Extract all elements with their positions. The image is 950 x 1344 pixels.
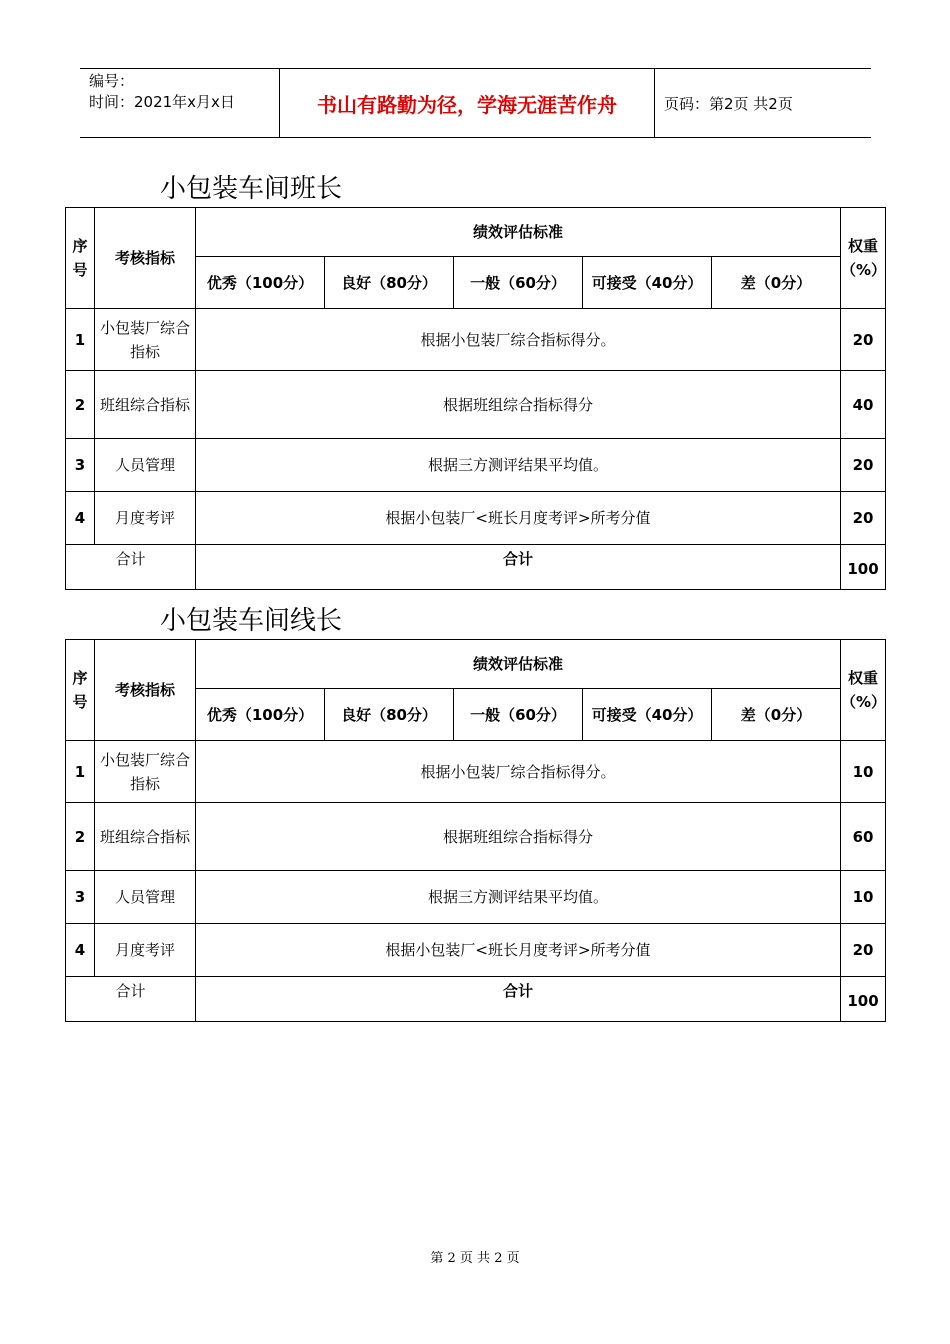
row-seq: 4 — [66, 492, 95, 545]
header-indicator: 考核指标 — [95, 640, 196, 741]
row-weight: 20 — [841, 492, 886, 545]
level-excellent: 优秀（100分） — [196, 689, 325, 741]
row-standard: 根据班组综合指标得分 — [196, 803, 841, 871]
total-label: 合计 — [66, 977, 196, 1022]
total-label: 合计 — [66, 545, 196, 590]
level-excellent: 优秀（100分） — [196, 257, 325, 309]
row-indicator: 人员管理 — [95, 871, 196, 924]
total-row — [66, 977, 886, 1022]
row-seq: 3 — [66, 871, 95, 924]
level-good: 良好（80分） — [325, 689, 454, 741]
kpi-table-2 — [65, 639, 886, 1022]
page-footer: 第 2 页 共 2 页 — [430, 1251, 520, 1266]
total-center: 合计 — [196, 977, 841, 1022]
number-label: 编号： — [89, 72, 135, 90]
header-indicator: 考核指标 — [95, 208, 196, 309]
row-standard: 根据小包装厂综合指标得分。 — [196, 741, 841, 803]
row-standard: 根据三方测评结果平均值。 — [196, 871, 841, 924]
header-standard: 绩效评估标准 — [196, 208, 841, 257]
row-standard: 根据三方测评结果平均值。 — [196, 439, 841, 492]
table-row — [66, 741, 886, 803]
total-weight: 100 — [841, 545, 886, 590]
table-title-1: 小包装车间班长 — [160, 174, 343, 204]
row-weight: 40 — [841, 371, 886, 439]
row-seq: 1 — [66, 309, 95, 371]
header-motto: 书山有路勤为径，学海无涯苦作舟 — [280, 69, 655, 137]
row-seq: 4 — [66, 924, 95, 977]
header-weight: 权重（%） — [841, 640, 886, 741]
row-indicator: 小包装厂综合指标 — [95, 741, 196, 803]
row-standard: 根据小包装厂<班长月度考评>所考分值 — [196, 924, 841, 977]
header-weight: 权重（%） — [841, 208, 886, 309]
row-weight: 20 — [841, 924, 886, 977]
header-meta — [80, 69, 280, 137]
row-weight: 10 — [841, 741, 886, 803]
row-standard: 根据小包装厂综合指标得分。 — [196, 309, 841, 371]
row-indicator: 班组综合指标 — [95, 371, 196, 439]
header-seq: 序号 — [66, 208, 95, 309]
table-row — [66, 871, 886, 924]
table-row — [66, 803, 886, 871]
total-center: 合计 — [196, 545, 841, 590]
level-poor: 差（0分） — [712, 689, 841, 741]
row-indicator: 小包装厂综合指标 — [95, 309, 196, 371]
row-standard: 根据小包装厂<班长月度考评>所考分值 — [196, 492, 841, 545]
row-indicator: 月度考评 — [95, 924, 196, 977]
row-indicator: 班组综合指标 — [95, 803, 196, 871]
header-page-label: 页码：第2页 共2页 — [664, 94, 793, 113]
table-row — [66, 924, 886, 977]
header-seq: 序号 — [66, 640, 95, 741]
level-good: 良好（80分） — [325, 257, 454, 309]
level-acceptable: 可接受（40分） — [583, 257, 712, 309]
row-seq: 2 — [66, 803, 95, 871]
level-poor: 差（0分） — [712, 257, 841, 309]
table-row — [66, 371, 886, 439]
level-average: 一般（60分） — [454, 257, 583, 309]
page-header — [80, 68, 871, 138]
table-title-2: 小包装车间线长 — [160, 606, 343, 636]
row-weight: 10 — [841, 871, 886, 924]
row-seq: 3 — [66, 439, 95, 492]
total-weight: 100 — [841, 977, 886, 1022]
table-row — [66, 309, 886, 371]
kpi-table-1 — [65, 207, 886, 590]
row-weight: 20 — [841, 439, 886, 492]
table-row — [66, 439, 886, 492]
row-seq: 1 — [66, 741, 95, 803]
row-seq: 2 — [66, 371, 95, 439]
row-standard: 根据班组综合指标得分 — [196, 371, 841, 439]
level-average: 一般（60分） — [454, 689, 583, 741]
time-label: 时间：2021年x月x日 — [89, 93, 235, 111]
header-standard: 绩效评估标准 — [196, 640, 841, 689]
row-weight: 60 — [841, 803, 886, 871]
row-weight: 20 — [841, 309, 886, 371]
level-acceptable: 可接受（40分） — [583, 689, 712, 741]
total-row — [66, 545, 886, 590]
row-indicator: 人员管理 — [95, 439, 196, 492]
table-row — [66, 492, 886, 545]
row-indicator: 月度考评 — [95, 492, 196, 545]
